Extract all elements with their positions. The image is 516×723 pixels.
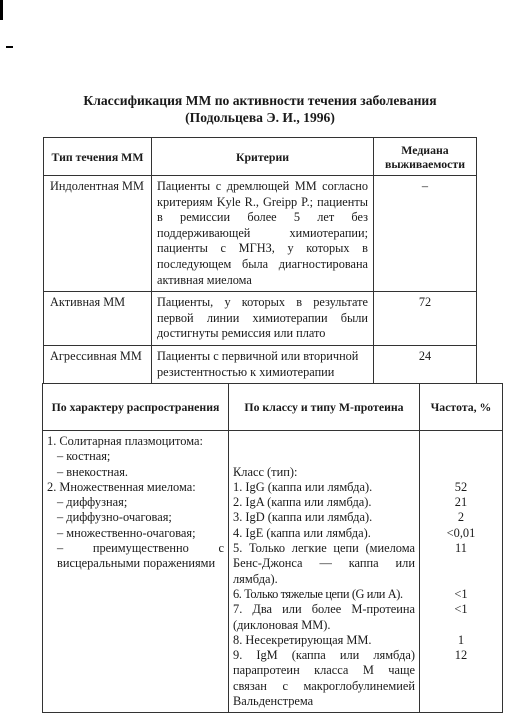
header-spread: По характеру распространения — [43, 384, 229, 431]
header-frequency: Частота, % — [420, 384, 503, 431]
frequency-cell — [420, 431, 503, 713]
header-median-survival: Медиана выживаемости — [374, 138, 477, 176]
list-item: 1. IgG (каппа или лямбда). — [233, 479, 373, 494]
course-type-cell: Агрессивная ММ — [44, 345, 152, 383]
frequency-value: 12 — [454, 648, 468, 663]
mm-classification-table — [42, 383, 503, 713]
title-line-2: (Подольцева Э. И., 1996) — [185, 110, 335, 125]
activity-classification-table — [43, 137, 477, 384]
list-item: 5. Только легкие цепи (миелома Бенс-Джонса — каппа или лямбда). — [233, 541, 415, 586]
list-item: 1. Солитарная плазмоцитома: — [47, 434, 203, 448]
list-item: 9. IgM (каппа или лямбда) парапротеин класса М чаще связан с макроглобулинемией Вальденстрема — [233, 648, 415, 709]
table-row — [43, 431, 503, 713]
list-item: 3. IgD (каппа или лямбда). — [233, 510, 373, 525]
list-item: 2. IgA (каппа или лямбда). — [233, 495, 372, 510]
table-row — [44, 292, 477, 346]
title-line-1: Классификация ММ по активности течения заболевания — [83, 93, 437, 108]
frequency-value: 11 — [455, 541, 467, 556]
table-header-row — [43, 384, 503, 431]
frequency-value: <0,01 — [446, 525, 476, 540]
median-cell: 24 — [374, 345, 477, 383]
header-criteria: Критерии — [152, 138, 374, 176]
dash-mark — [6, 46, 13, 48]
table-row — [44, 176, 477, 292]
list-item: – внекостная. — [57, 464, 129, 479]
list-item: 8. Несекретирующая ММ. — [233, 632, 372, 647]
frequency-value: 2 — [457, 510, 465, 525]
table-row — [44, 345, 477, 383]
median-cell: 72 — [374, 292, 477, 346]
table-title — [30, 92, 490, 126]
median-cell: – — [374, 176, 477, 292]
list-item: – множественно-очаговая; — [57, 525, 196, 540]
list-item: 4. IgE (каппа или лямбда). — [233, 525, 371, 540]
frequency-value: <1 — [454, 602, 468, 617]
course-type-cell: Активная ММ — [44, 292, 152, 346]
list-item: 6. Только тяжелые цепи (G или A). — [233, 586, 403, 601]
table-header-row — [44, 138, 477, 176]
header-course-type: Тип течения ММ — [44, 138, 152, 176]
list-item: 2. Множественная миелома: — [47, 479, 196, 494]
course-type-cell: Индолентная ММ — [44, 176, 152, 292]
list-item: 7. Два или более М-протеина (диклоновая ММ). — [233, 602, 415, 632]
list-item: – диффузная; — [57, 495, 128, 510]
frequency-value: 52 — [454, 479, 468, 494]
class-heading: Класс (тип): — [233, 464, 298, 479]
list-item: – диффузно-очаговая; — [57, 510, 172, 525]
criteria-cell: Пациенты с дремлющей ММ согласно критериям Kyle R., Greipp P.; пациенты в ремиссии более 5 лет без поддерживающей химиотерапии; пациенты с МГНЗ, у которых в последующем была диагностирована активная миелома — [152, 176, 374, 292]
class-cell — [229, 431, 420, 713]
corner-mark — [0, 0, 3, 20]
spread-cell — [43, 431, 229, 713]
frequency-value: 1 — [457, 632, 465, 647]
criteria-cell: Пациенты, у которых в результате первой линии химиотерапии были достигнуты ремиссия или плато — [152, 292, 374, 346]
list-item: – костная; — [57, 449, 111, 464]
header-class-type: По классу и типу М-протеина — [229, 384, 420, 431]
frequency-value: <1 — [454, 586, 468, 601]
list-item: – преимущественно с висцеральными поражениями — [57, 541, 224, 571]
frequency-value: 21 — [454, 495, 468, 510]
criteria-cell: Пациенты с первичной или вторичной резистентностью к химиотерапии — [152, 345, 374, 383]
